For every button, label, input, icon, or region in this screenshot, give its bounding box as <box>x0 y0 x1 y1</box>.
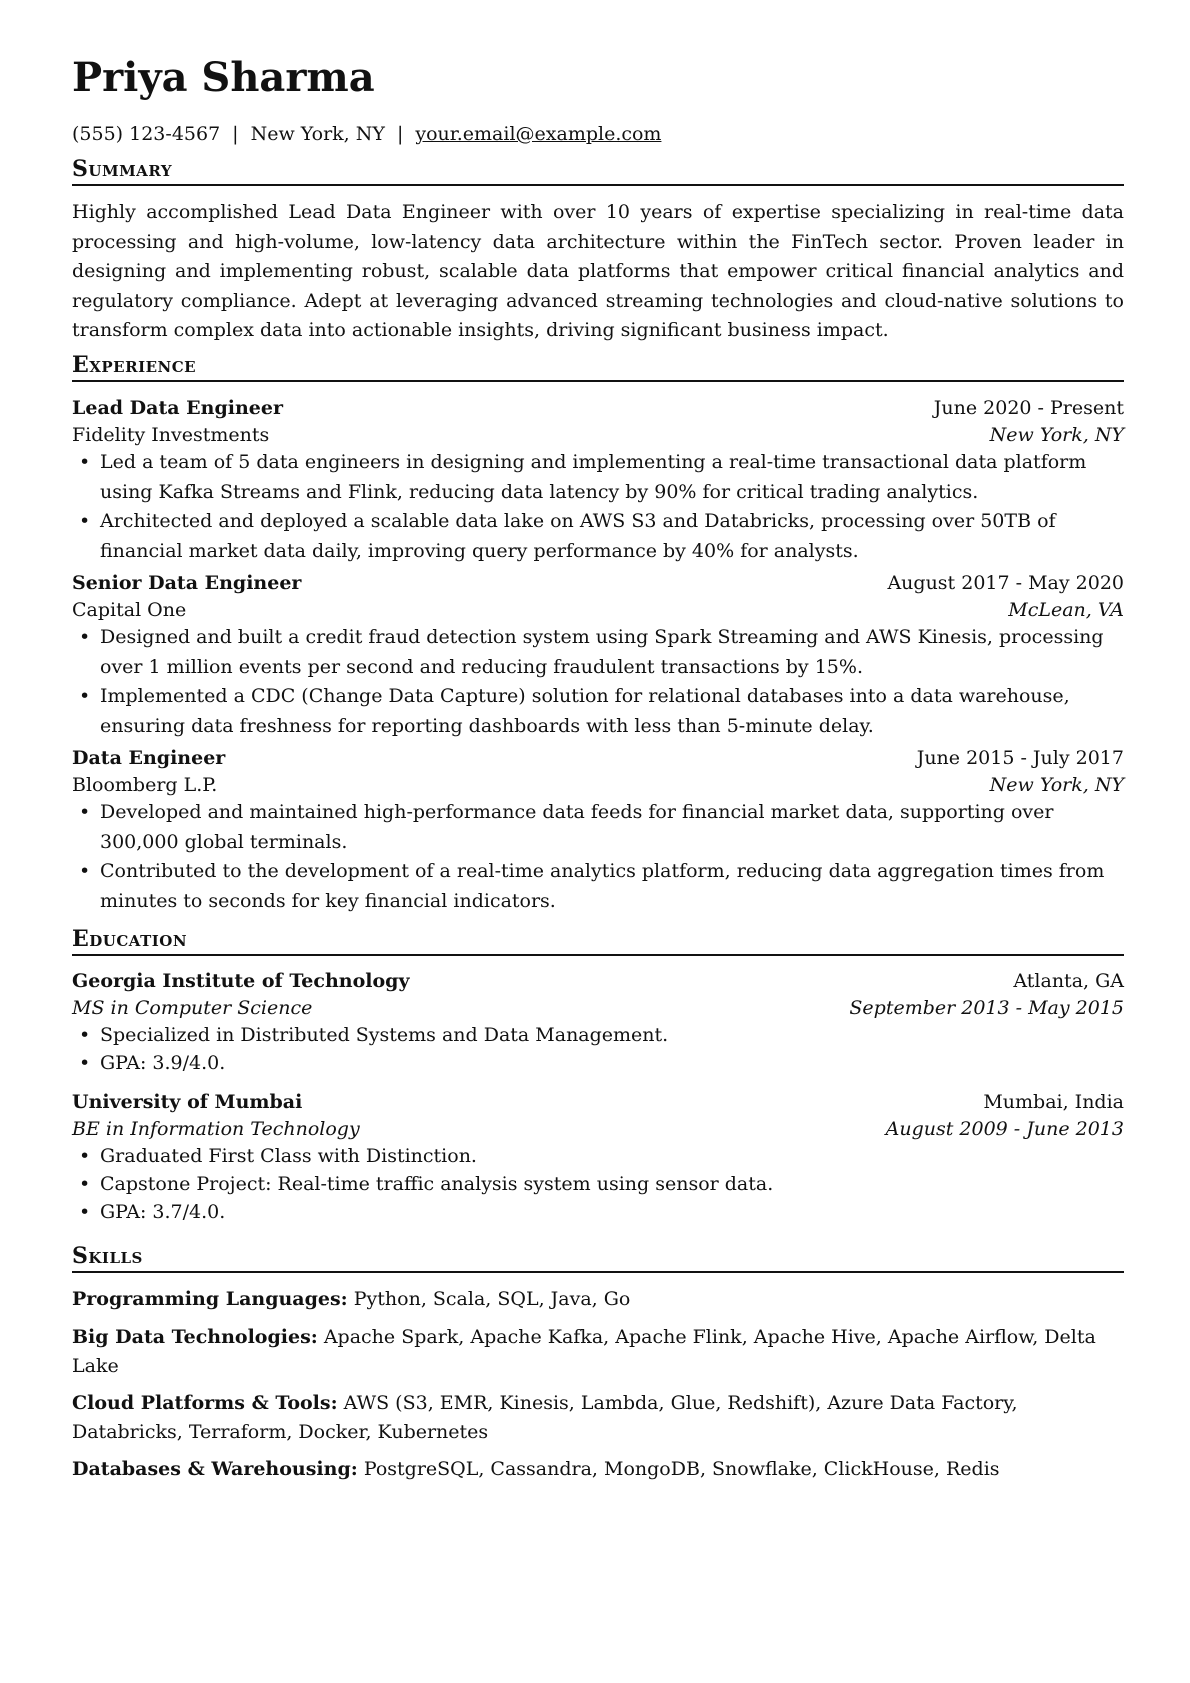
school-bullets <box>72 1142 1124 1226</box>
skill-values: Apache Spark, Apache Kafka, Apache Flink, Apache Hive, Apache Airflow, Delta Lake <box>72 1326 1096 1377</box>
job-company: Fidelity Investments <box>72 424 270 446</box>
list-item: • Capstone Project: Real-time traffic analysis system using sensor data. <box>72 1170 1124 1198</box>
job-company: Bloomberg L.P. <box>72 774 218 796</box>
job-location: New York, NY <box>989 774 1124 796</box>
school-name: Georgia Institute of Technology <box>72 970 410 992</box>
section-title-education: Education <box>72 926 1124 956</box>
section-title-experience: Experience <box>72 352 1124 382</box>
job-bullets <box>72 623 1124 741</box>
school-subheader <box>72 994 1124 1022</box>
job-dates: June 2015 - July 2017 <box>916 747 1124 769</box>
job-subheader <box>72 421 1124 449</box>
school-name: University of Mumbai <box>72 1091 303 1113</box>
job-role: Lead Data Engineer <box>72 397 283 419</box>
job-header <box>72 569 1124 597</box>
section-title-skills: Skills <box>72 1243 1124 1273</box>
school-location: Atlanta, GA <box>1013 970 1124 992</box>
job-location: New York, NY <box>989 424 1124 446</box>
job-dates: August 2017 - May 2020 <box>887 572 1124 594</box>
section-title-summary: Summary <box>72 156 1124 186</box>
job-role: Data Engineer <box>72 747 226 769</box>
location: New York, NY <box>250 123 385 145</box>
school-header <box>72 1088 1124 1116</box>
school-dates: August 2009 - June 2013 <box>885 1118 1124 1140</box>
candidate-name: Priya Sharma <box>72 54 375 101</box>
job-dates: June 2020 - Present <box>933 397 1124 419</box>
summary-text: Highly accomplished Lead Data Engineer with over 10 years of expertise specializing in real-time data processing and high-volume, low-latency data architecture within the FinTech sector. Proven leader in designing and implementing robust, scalable data platforms that empower critical financial analytics and regulatory compliance. Adept at leveraging advanced streaming technologies and cloud-native solutions to transform complex data into actionable insights, driving significant business impact. <box>72 201 1124 341</box>
list-item: • GPA: 3.7/4.0. <box>72 1198 1124 1226</box>
list-item: • Graduated First Class with Distinction. <box>72 1142 1124 1170</box>
skill-category: Programming Languages: <box>72 1288 348 1310</box>
list-item: • Contributed to the development of a real-time analytics platform, reducing data aggregation times from minutes to seconds for key financial indicators. <box>72 857 1124 916</box>
job-company: Capital One <box>72 599 187 621</box>
school-subheader <box>72 1115 1124 1143</box>
list-item: • Specialized in Distributed Systems and Data Management. <box>72 1021 1124 1049</box>
list-item: • Implemented a CDC (Change Data Capture) solution for relational databases into a data warehouse, ensuring data freshness for reporting dashboards with less than 5-minute delay. <box>72 682 1124 741</box>
separator: | <box>396 123 404 145</box>
skill-line <box>72 1323 1124 1381</box>
skill-line <box>72 1285 1124 1314</box>
job-header <box>72 394 1124 422</box>
job-subheader <box>72 771 1124 799</box>
degree: MS in Computer Science <box>72 997 313 1019</box>
skill-category: Big Data Technologies: <box>72 1326 318 1348</box>
skill-category: Cloud Platforms & Tools: <box>72 1392 338 1414</box>
job-bullets <box>72 448 1124 566</box>
skill-line <box>72 1389 1124 1447</box>
list-item: • Led a team of 5 data engineers in designing and implementing a real-time transactional data platform using Kafka Streams and Flink, reducing data latency by 90% for critical trading analytics. <box>72 448 1124 507</box>
job-bullets <box>72 798 1124 916</box>
list-item: • Architected and deployed a scalable data lake on AWS S3 and Databricks, processing over 50TB of financial market data daily, improving query performance by 40% for analysts. <box>72 507 1124 566</box>
school-header <box>72 967 1124 995</box>
list-item: • Designed and built a credit fraud detection system using Spark Streaming and AWS Kinesis, processing over 1 million events per second and reducing fraudulent transactions by 15%. <box>72 623 1124 682</box>
skill-values: AWS (S3, EMR, Kinesis, Lambda, Glue, Redshift), Azure Data Factory, Databricks, Terraform, Docker, Kubernetes <box>72 1392 1018 1443</box>
skill-values: PostgreSQL, Cassandra, MongoDB, Snowflake, ClickHouse, Redis <box>363 1458 1000 1480</box>
job-role: Senior Data Engineer <box>72 572 302 594</box>
school-location: Mumbai, India <box>983 1091 1124 1113</box>
list-item: • GPA: 3.9/4.0. <box>72 1049 1124 1077</box>
job-header <box>72 744 1124 772</box>
email-link[interactable]: your.email@example.com <box>415 123 662 145</box>
skill-line <box>72 1455 1124 1484</box>
school-dates: September 2013 - May 2015 <box>849 997 1124 1019</box>
list-item: • Developed and maintained high-performance data feeds for financial market data, supporting over 300,000 global terminals. <box>72 798 1124 857</box>
skill-values: Python, Scala, SQL, Java, Go <box>353 1288 631 1310</box>
job-location: McLean, VA <box>1008 599 1124 621</box>
separator: | <box>232 123 239 145</box>
phone-number: (555) 123-4567 <box>72 123 221 145</box>
skill-category: Databases & Warehousing: <box>72 1458 358 1480</box>
school-bullets <box>72 1021 1124 1077</box>
job-subheader <box>72 596 1124 624</box>
contact-line <box>72 122 661 146</box>
degree: BE in Information Technology <box>72 1118 360 1140</box>
